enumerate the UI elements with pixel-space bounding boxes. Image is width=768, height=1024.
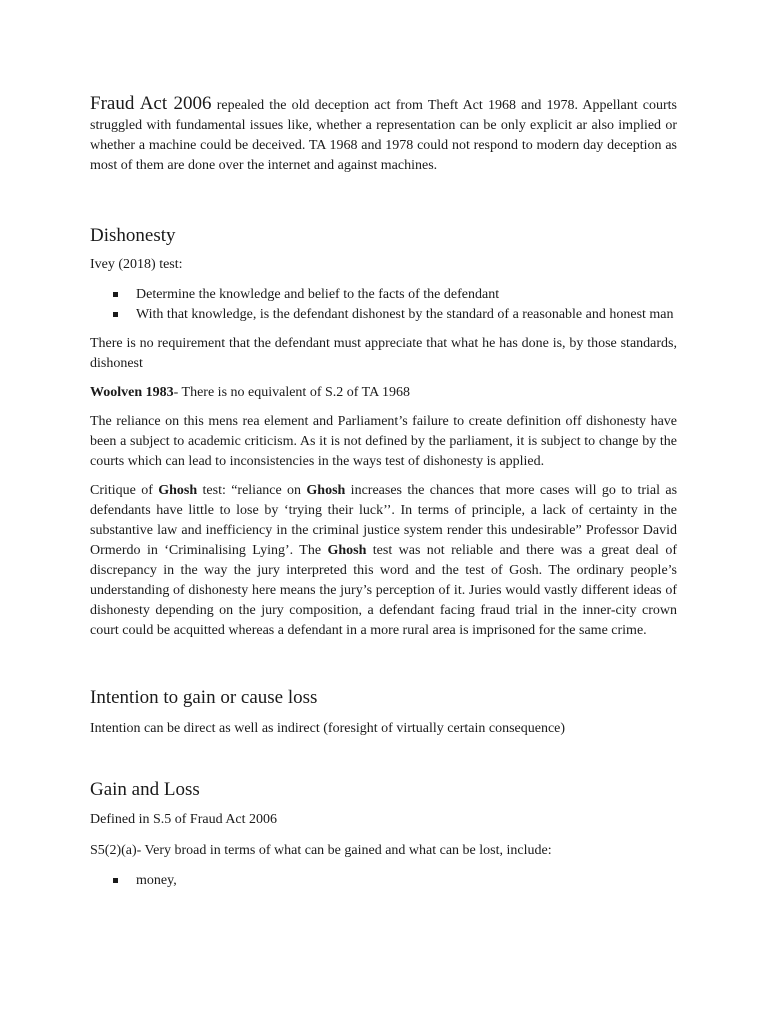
bullet-icon (113, 312, 118, 317)
no-requirement-paragraph: There is no requirement that the defendant must appreciate that what he has done is, by those standards, dishonest (90, 336, 677, 371)
ghosh-case-3: Ghosh (327, 543, 367, 558)
heading-intention: Intention to gain or cause loss (90, 687, 318, 708)
woolven-paragraph (90, 383, 677, 403)
critique-text-3: increases the chances that more cases will go to trial as defendants have little to lose by ‘trying their luck’’. In terms of principle, a lack of certainty in the substantive law and inefficiency in the criminal justice system render this undesirable” Professor David Ormerdo in ‘Criminalising Lying’. The (90, 483, 678, 558)
critique-text-4: test was not reliable and there was a great deal of discrepancy in the way the jury interpreted this word and the test of Gosh. The ordinary people’s understanding of dishonesty here means the jury’s perception of it. Juries would vastly different ideas of dishonesty depending on the jury composition, a defendant facing fraud trial in the inner-city crown court could be acquitted whereas a defendant in a more rural area is imprisoned for the same crime. (90, 543, 678, 638)
intro-lead: Fraud Act 2006 (90, 93, 212, 114)
woolven-text: - There is no equivalent of S.2 of TA 1968 (173, 385, 410, 400)
intro-text: repealed the old deception act from Theft Act 1968 and 1978. Appellant courts struggled with fundamental issues like, whether a representation can be only explicit ar also implied or whether a machine could be deceived. TA 1968 and 1978 could not respond to modern day deception as most of them are done over the internet and against machines. (90, 98, 677, 173)
ghosh-case-1: Ghosh (158, 483, 198, 498)
list-item-text: With that knowledge, is the defendant dishonest by the standard of a reasonable and honest man (136, 307, 674, 322)
document-page (90, 94, 677, 891)
critique-paragraph (90, 481, 677, 641)
heading-dishonesty: Dishonesty (90, 225, 176, 246)
defined-paragraph: Defined in S.5 of Fraud Act 2006 (90, 812, 278, 827)
list-item (90, 305, 677, 325)
critique-text-1: Critique of (90, 483, 159, 498)
bullet-icon (113, 878, 118, 883)
list-item (90, 871, 677, 891)
intro-paragraph (90, 94, 677, 176)
woolven-case: Woolven 1983 (90, 385, 174, 400)
intention-paragraph: Intention can be direct as well as indirect (foresight of virtually certain consequence) (90, 721, 566, 736)
s5-paragraph: S5(2)(a)- Very broad in terms of what can be gained and what can be lost, include: (90, 843, 552, 858)
ghosh-case-2: Ghosh (306, 483, 346, 498)
heading-gain-loss: Gain and Loss (90, 779, 200, 800)
reliance-paragraph: The reliance on this mens rea element and Parliament’s failure to create definition off dishonesty have been a subject to academic criticism. As it is not defined by the parliament, it is subject to change by the courts which can lead to inconsistencies in the ways test of dishonesty is applied. (90, 414, 677, 469)
list-item (90, 285, 677, 305)
ivey-test-line: Ivey (2018) test: (90, 257, 183, 272)
critique-text-2: test: “reliance on (197, 483, 307, 498)
bullet-icon (113, 292, 118, 297)
list-item-text: money, (136, 873, 177, 888)
ivey-bullet-list (90, 285, 677, 325)
list-item-text: Determine the knowledge and belief to the facts of the defendant (136, 287, 500, 302)
gain-bullet-list (90, 871, 677, 891)
